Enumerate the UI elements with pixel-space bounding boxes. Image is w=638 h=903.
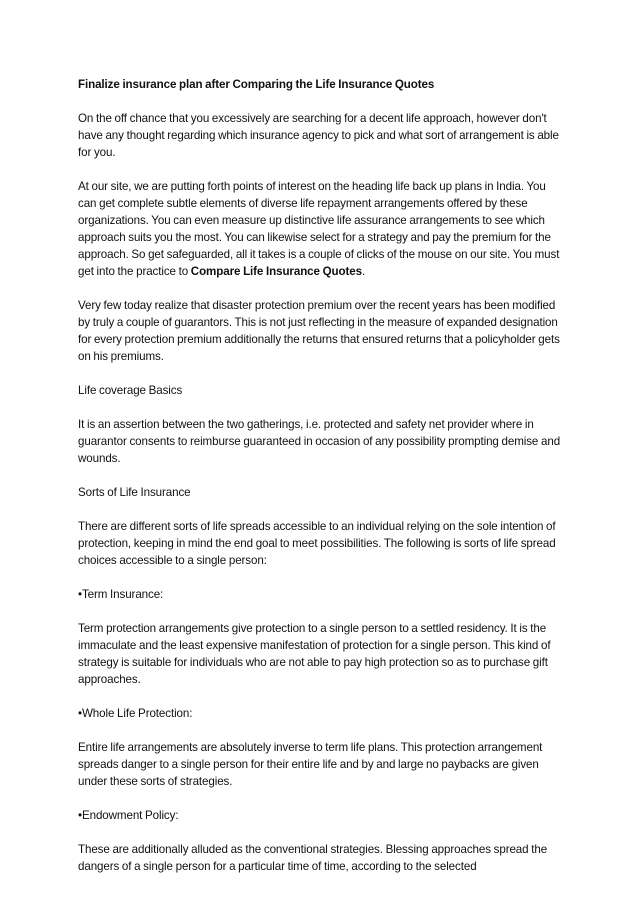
term-insurance-bullet: •Term Insurance:: [78, 588, 164, 601]
site-paragraph: [78, 178, 564, 280]
whole-life-paragraph: Entire life arrangements are absolutely inverse to term life plans. This protection arrangement spreads danger to a single person for their entire life and by and large no paybacks are given under these sorts of strategies.: [78, 741, 543, 788]
term-insurance-paragraph: Term protection arrangements give protection to a single person to a settled residency. It is the immaculate and the least expensive manifestation of protection for a single person. This kind of strategy is suitable for individuals who are not able to pay high protection so as to purchase gift approaches.: [78, 622, 551, 686]
premium-paragraph: Very few today realize that disaster protection premium over the recent years has been modified by truly a couple of guarantors. This is not just reflecting in the measure of expanded designation for every protection premium additionally the returns that ensured returns that a policyholder gets on his premiums.: [78, 299, 560, 363]
basics-heading: Life coverage Basics: [78, 384, 183, 397]
endowment-paragraph: These are additionally alluded as the conventional strategies. Blessing approaches spread the dangers of a single person for a particular time of time, according to the selected: [78, 843, 548, 873]
whole-life-bullet: •Whole Life Protection:: [78, 707, 193, 720]
endowment-bullet: •Endowment Policy:: [78, 809, 179, 822]
basics-paragraph: It is an assertion between the two gatherings, i.e. protected and safety net provider where in guarantor consents to reimburse guaranteed in occasion of any possibility prompting demise and wounds.: [78, 418, 561, 465]
site-paragraph-text: At our site, we are putting forth points of interest on the heading life back up plans in India. You can get complete subtle elements of diverse life repayment arrangements offered by these organizations. You can even measure up distinctive life assurance arrangements to see which approach suits you the most. You can likewise select for a strategy and pay the premium for the approach. So get safeguarded, all it takes is a couple of clicks of the mouse on our site. You must get into the practice to: [78, 180, 560, 278]
document-title: Finalize insurance plan after Comparing the Life Insurance Quotes: [78, 78, 435, 91]
sorts-heading: Sorts of Life Insurance: [78, 486, 191, 499]
intro-paragraph: On the off chance that you excessively are searching for a decent life approach, however don't have any thought regarding which insurance agency to pick and what sort of arrangement is able for you.: [78, 112, 559, 159]
compare-quotes-phrase: Compare Life Insurance Quotes: [190, 265, 362, 278]
site-paragraph-end: .: [361, 265, 366, 278]
document-body: [78, 76, 564, 892]
sorts-paragraph: There are different sorts of life spreads accessible to an individual relying on the sole intention of protection, keeping in mind the end goal to meet possibilities. The following is sorts of life spread choices accessible to a single person:: [78, 520, 556, 567]
